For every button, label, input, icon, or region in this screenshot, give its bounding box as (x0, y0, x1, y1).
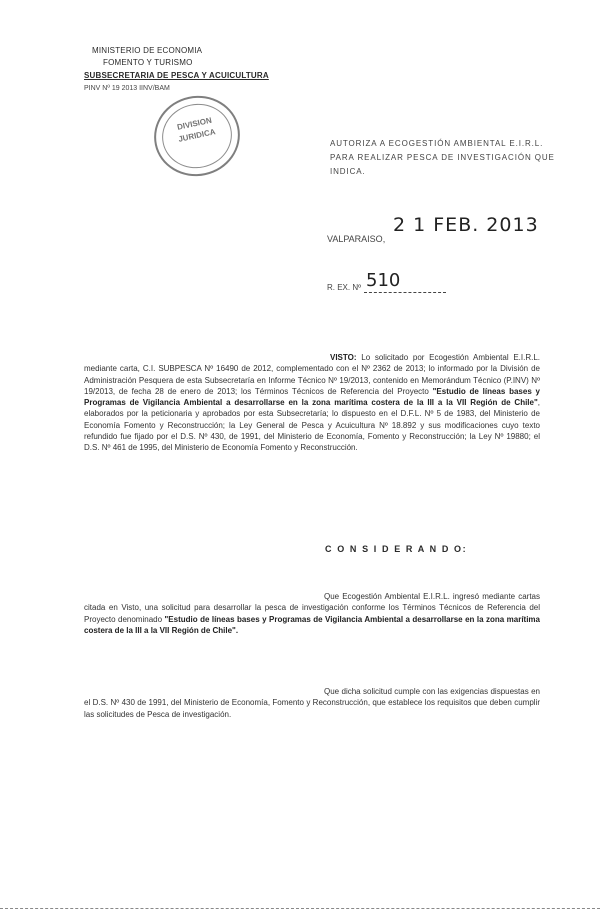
visto-text-a: Lo solicitado por Ecogestión Ambiental E.I.R.L. mediante carta, C.I. SUBPESCA Nº 16490 de 2012, complementado con el Nº 2362 de 2013; lo informado por la División de Administración Pesquera de esta Subsecretaría en Informe Técnico Nº 19/2013, contenido en Memorándum Técnico (P.INV) Nº 19/2013, de fecha 28 de enero de 2013; los Términos Técnicos de Referencia del Proyecto (84, 353, 540, 396)
scan-bottom-edge (0, 908, 600, 909)
considerando-1-project-title: "Estudio de líneas bases y Programas de Vigilancia Ambiental a desarrollarse en la zona marítima costera de la III a la VII Región de Chile". (84, 614, 540, 635)
considerando-title: C O N S I D E R A N D O: (325, 544, 468, 554)
visto-text-b: , elaborados por la peticionaria y aprobados por esta Subsecretaría; lo dispuesto en el D.F.L. Nº 5 de 1983, del Ministerio de Economía Fomento y Reconstrucción; la Ley General de Pesca y Acuicultura Nº 18.892 y sus modificaciones cuyo texto refundido fue fijado por el D.S. Nº 430, de 1991, del Ministerio de Economía, Fomento y Reconstrucción; la Ley Nº 19880; el D.S. Nº 461 de 1995, del Ministerio de Economía Fomento y Reconstrucción. (84, 398, 540, 453)
resolution-number-underline (364, 292, 446, 293)
subsecretaria-title: SUBSECRETARIA DE PESCA Y ACUICULTURA (84, 71, 269, 80)
place-label: VALPARAISO, (327, 234, 386, 244)
visto-paragraph (84, 352, 540, 454)
considerando-paragraph-2 (84, 686, 540, 720)
considerando-2-text: Que dicha solicitud cumple con las exigencias dispuestas en el D.S. Nº 430 de 1991, del Ministerio de Economía, Fomento y Reconstrucción, que establece los requisitos que deben cumplir las solicitudes de Pesca de investigación. (84, 687, 540, 719)
reference-code: PINV Nº 19 2013 IINV/BAM (84, 85, 170, 92)
ministry-line-1: MINISTERIO DE ECONOMIA (92, 46, 203, 55)
considerando-1-text: Que Ecogestión Ambiental E.I.R.L. ingresó mediante cartas citada en Visto, una solicitud para desarrollar la pesca de investigación conforme los Términos Técnicos de Referencia del Proyecto denominado (84, 592, 540, 624)
visto-project-title: "Estudio de líneas bases y Programas de Vigilancia Ambiental a desarrollarse en la zona marítima costera de la III a la VII Región de Chile" (84, 386, 541, 408)
ministry-line-2: FOMENTO Y TURISMO (103, 58, 193, 67)
considerando-paragraph-1 (84, 591, 540, 636)
visto-label: VISTO: (330, 353, 357, 362)
stamp-line-2: JURIDICA (177, 127, 217, 144)
stamp-line-1: DIVISION (176, 115, 213, 132)
resolution-subject: AUTORIZA A ECOGESTIÓN AMBIENTAL E.I.R.L. PARA REALIZAR PESCA DE INVESTIGACIÓN QUE INDICA. (330, 139, 555, 176)
resolution-number: 510 (366, 270, 401, 291)
resolution-label: R. EX. Nº (327, 283, 362, 292)
date-stamp: 2 1 FEB. 2013 (393, 214, 539, 236)
division-juridica-stamp (147, 88, 248, 184)
